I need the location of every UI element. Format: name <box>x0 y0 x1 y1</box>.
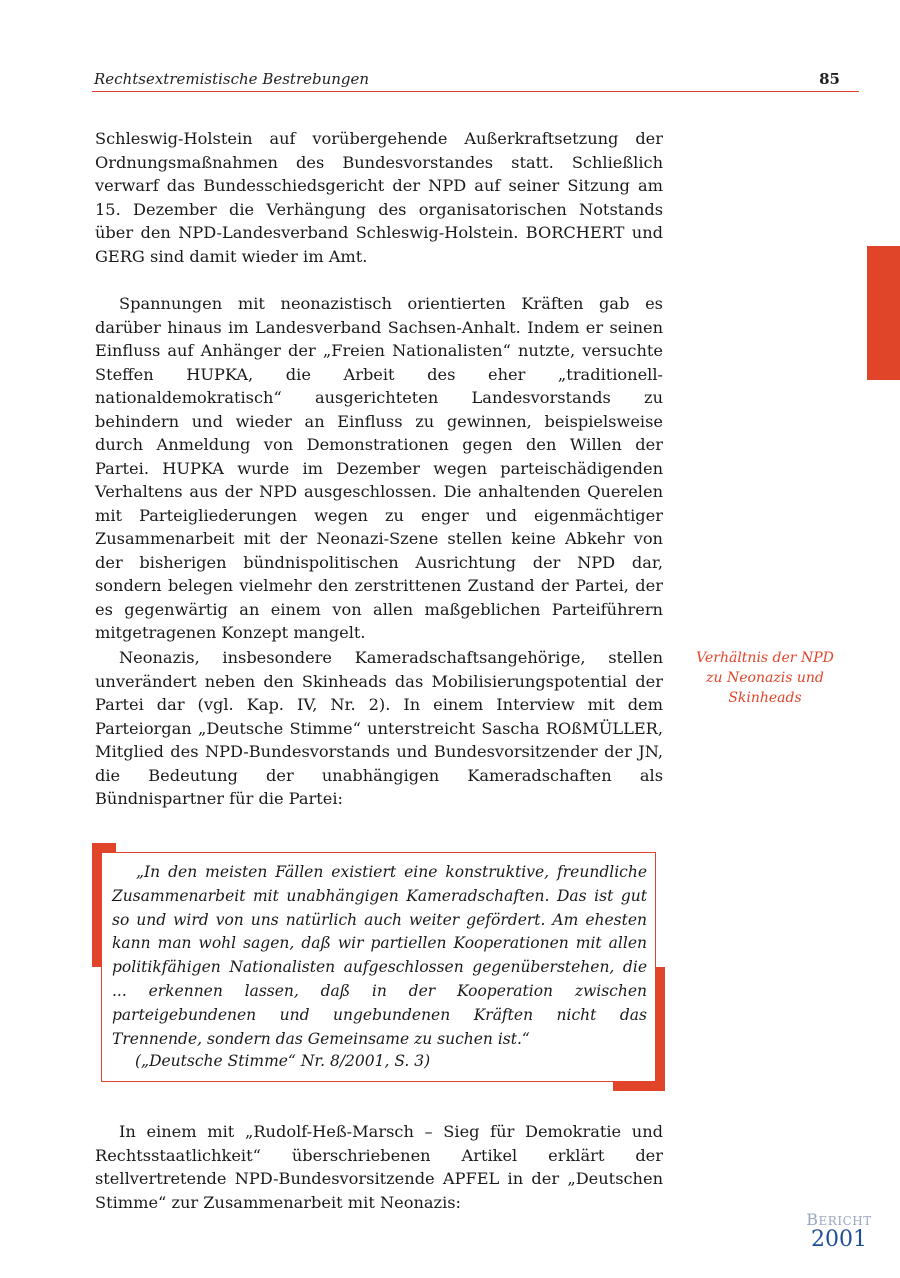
margin-note: Verhältnis der NPD zu Neonazis und Skinheads <box>696 650 834 706</box>
body-paragraph-3: Neonazis, insbesondere Kameradschaftsangehörige, stellen unverändert neben den Skinheads das Mobilisierungspotential der Partei dar (vgl. Kap. IV, Nr. 2). In einem Interview mit dem Parteiorgan „Deutsche Stimme“ unterstreicht Sascha ROßMÜLLER, Mitglied des NPD-Bundesvorstands und Bundesvorsitzender der JN, die Bedeutung der unabhängigen Kameradschaften als Bündnispartner für die Partei: <box>95 648 663 808</box>
logo-year: 2001 <box>811 1227 867 1252</box>
quote-source: („Deutsche Stimme“ Nr. 8/2001, S. 3) <box>135 1052 431 1070</box>
header-rule <box>92 91 859 92</box>
report-logo <box>796 1212 882 1251</box>
body-paragraph-1: Schleswig-Holstein auf vorübergehende Außerkraftsetzung der Ordnungsmaßnahmen des Bundesvorstandes statt. Schließlich verwarf das Bundesschiedsgericht der NPD auf seiner Sitzung am 15. Dezember die Verhängung des organisatorischen Notstands über den NPD-Landesverband Schleswig-Holstein. BORCHERT und GERG sind damit wieder im Amt. <box>95 129 663 266</box>
logo-word-initial: B <box>806 1210 819 1229</box>
quote-text: „In den meisten Fällen existiert eine konstruktive, freundliche Zusammenarbeit mit unabhängigen Kameradschaften. Das ist gut so und wird von uns natürlich auch weiter gefördert. Am ehesten kann man wohl sagen, daß wir partiellen Kooperationen mit allen politikfähigen Nationalisten aufgeschlossen gegenüberstehen, die ... erkennen lassen, daß in der Kooperation zwischen parteigebundenen und ungebundenen Kräften nicht das Trennende, sondern das Gemeinsame zu suchen ist.“ <box>112 863 647 1048</box>
chapter-side-tab <box>867 246 900 380</box>
quote-box <box>101 852 656 1082</box>
logo-word-rest: ERICHT <box>818 1214 872 1228</box>
body-paragraph-4: In einem mit „Rudolf-Heß-Marsch – Sieg für Demokratie und Rechtsstaatlichkeit“ überschriebenen Artikel erklärt der stellvertretende NPD-Bundesvorsitzende APFEL in der „Deutschen Stimme“ zur Zusammenarbeit mit Neonazis: <box>95 1122 663 1212</box>
body-paragraph-2: Spannungen mit neonazistisch orientierten Kräften gab es darüber hinaus im Landesverband Sachsen-Anhalt. Indem er seinen Einfluss auf Anhänger der „Freien Nationalisten“ nutzte, versuchte Steffen HUPKA, die Arbeit des eher „traditionell-nationaldemokratisch“ ausgerichteten Landesvorstands zu behindern und wieder an Einfluss zu gewinnen, beispielsweise durch Anmeldung von Demonstrationen gegen den Willen der Partei. HUPKA wurde im Dezember wegen parteischädigenden Verhaltens aus der NPD ausgeschlossen. Die anhaltenden Querelen mit Parteigliederungen wegen zu enger und eigenmächtiger Zusammenarbeit mit der Neonazi-Szene stellen keine Abkehr von der bisherigen bündnispolitischen Ausrichtung der NPD dar, sondern belegen vielmehr den zerstrittenen Zustand der Partei, der es gegenwärtig an einem von allen maßgeblichen Parteiführern mitgetragenen Konzept mangelt. <box>95 294 663 642</box>
running-header-title: Rechtsextremistische Bestrebungen <box>94 70 370 88</box>
page-number: 85 <box>819 70 840 88</box>
